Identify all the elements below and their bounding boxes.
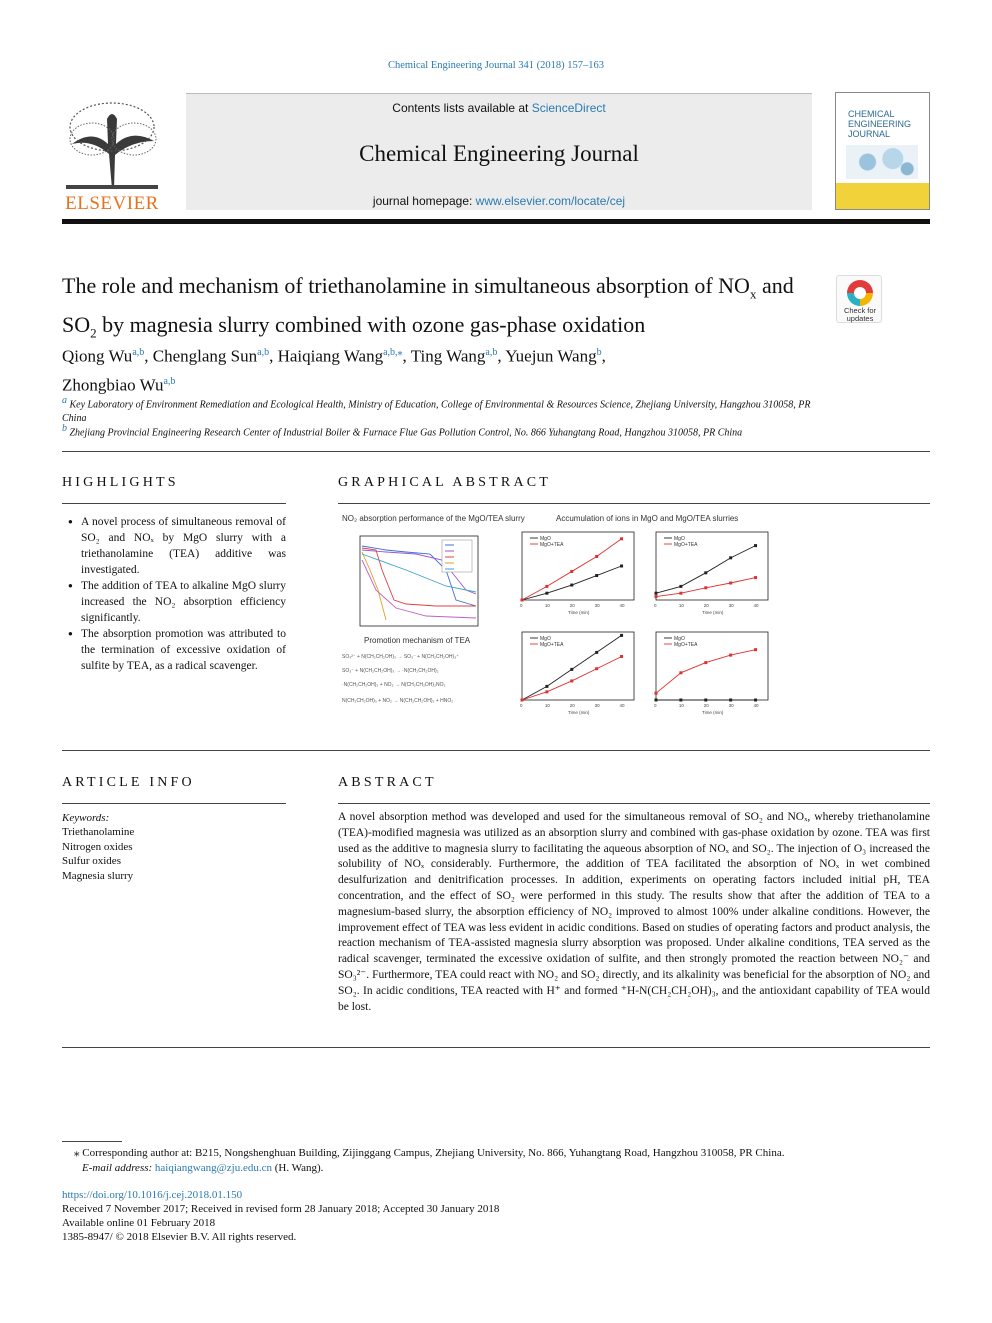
x-tick-label: 10 [544,703,550,708]
x-tick-label: 20 [569,703,575,708]
data-point [655,595,658,598]
data-point [754,699,757,702]
x-tick-label: 20 [703,703,709,708]
divider [62,803,286,804]
legend-label: MgO+TEA [674,542,698,548]
data-point [570,668,573,671]
x-axis-label: Time (min) [702,610,724,615]
plot-frame [656,532,768,600]
x-tick-label: 10 [678,603,684,608]
author-name[interactable]: Chenglang Sun [152,346,258,366]
data-point [545,592,548,595]
x-tick-label: 20 [569,603,575,608]
data-point [655,699,658,702]
data-point [570,570,573,573]
highlight-item: ● The addition of TEA to alkaline MgO slurry increased the NO₂ absorption efficiency significantly. [62,578,286,626]
data-point [620,537,623,540]
email-line: E-mail address: haiqiangwang@zju.edu.cn (H. Wang). [82,1162,324,1174]
x-tick-label: 40 [753,703,759,708]
doi-link[interactable]: https://doi.org/10.1016/j.cej.2018.01.150 [62,1189,243,1201]
data-point [620,565,623,568]
author-name[interactable]: Haiqiang Wang [277,346,384,366]
author-name[interactable]: Zhongbiao Wu [62,375,164,395]
email-link[interactable]: haiqiangwang@zju.edu.cn [154,1162,272,1174]
data-point [545,685,548,688]
data-point [729,699,732,702]
ga-caption-mechanism: Promotion mechanism of TEA [364,636,471,645]
divider [62,1047,930,1048]
data-point [704,571,707,574]
legend-label: MgO+TEA [540,542,564,548]
ga-equation: SO₃⁻ + N(CH₂CH₂OH)₃ → ·N(CH₂CH₂OH)₂ [342,668,439,674]
author-affiliation-mark[interactable]: b [596,347,602,358]
corresponding-note: ⁎ Corresponding author at: B215, Nongshenghuan Building, Zijinggang Campus, Zhejiang University, No. 866, Yuhangtang Road, Hangzhou 310058, PR China. [74,1147,785,1159]
plot-frame [656,632,768,700]
author-separator: , [601,346,606,366]
sciencedirect-link[interactable]: ScienceDirect [531,101,606,115]
data-point [595,667,598,670]
data-point [521,699,524,702]
author-separator: , [497,346,506,366]
journal-citation[interactable]: Chemical Engineering Journal 341 (2018) 157–163 [387,60,605,71]
data-point [595,555,598,558]
x-tick-label: 40 [619,603,625,608]
check-updates-label: Check for updates [843,306,877,323]
check-for-updates-badge[interactable] [836,275,882,323]
keyword-item: Nitrogen oxides [62,840,133,853]
author-affiliation-mark[interactable]: a,b [163,375,176,387]
author-affiliation-mark[interactable]: a,b,⁎ [383,347,403,358]
x-tick-label: 30 [594,703,600,708]
abstract-text: A novel absorption method was developed and used for the simultaneous removal of SO₂ and NOₓ, whereby triethanolamine (TEA)-modified magnesia was utilized as an absorption slurry and combined with gas-phase oxidation by ozone. TEA was first used as the additive to magnesia slurry to facilitating the aqueous absorption of NOₓ and SO₂. The injection of O₃ increased the solubility of NOₓ considerably. Furthermore, the addition of TEA facilitated the absorption of NOₓ in wet combined desulfurization and denitrification processes. In addition, experiments on operating factors included initial pH, TEA concentration, and the effect of SO₂ were performed in this study. The results show that after the addition of TEA to a magnesium-based slurry, the absorption efficiency of NO₂ improved to almost 100% under alkaline conditions. However, the improvement effect of TEA was less evident in acidic conditions. Based on studies of operating factors and product analysis, the reaction mechanism of TEA-assisted magnesia slurry absorption was proposed. Under alkaline conditions, TEA served as the radical scavenger, terminated the excessive oxidation of sulfite, and then strongly promoted the reaction between NO₂⁻ and SO₃²⁻. Furthermore, TEA could react with NO₂ and SO₂ directly, and its alkalinity was beneficial for the absorption of NO₂ and SO₂. In acidic conditions, TEA reacted with H⁺ and formed ⁺H-N(CH₂CH₂OH)₃, and the antioxidant capability of TEA would be lost. [338,811,930,1013]
data-point [655,692,658,695]
copyright: 1385-8947/ © 2018 Elsevier B.V. All rights reserved. [62,1231,297,1243]
cover-strip [836,183,930,209]
data-point [545,690,548,693]
highlights-heading: HIGHLIGHTS [62,475,179,490]
author-affiliation-mark[interactable]: a,b [485,347,498,358]
data-point [620,634,623,637]
x-axis-label: Time (min) [568,610,590,615]
x-tick-label: 0 [654,603,657,608]
author-separator: , [269,346,278,366]
data-point [754,648,757,651]
legend-label: MgO [674,536,685,542]
author-separator: , [144,346,153,366]
divider [62,750,930,751]
author-separator: , [402,346,411,366]
divider [338,803,930,804]
data-point [595,651,598,654]
x-tick-label: 10 [544,603,550,608]
divider [338,503,930,504]
data-point [521,599,524,602]
divider [62,503,286,504]
data-point [679,592,682,595]
homepage-link[interactable]: www.elsevier.com/locate/cej [475,194,626,208]
journal-name: Chemical Engineering Journal [359,141,639,166]
affiliation-a: $^a$ Key Laboratory of Environment Remediation and Ecological Health, Ministry of Education, College of Environmental & Resources Science, Zhejiang University, Hangzhou 310058, PR China [62,395,811,425]
highlights-list [62,514,286,674]
data-point [570,584,573,587]
article-title: The role and mechanism of triethanolamine in simultaneous absorption of $NO_x$ and $SO_2$ by magnesia slurry combined with ozone gas-phase oxidation [62,273,794,341]
data-point [729,556,732,559]
data-point [679,699,682,702]
highlight-item: ● A novel process of simultaneous removal of SO₂ and NOₓ by MgO slurry with a triethanolamine (TEA) additive was investigated. [62,514,286,578]
x-tick-label: 0 [520,703,523,708]
ga-equation: N(CH₂CH₂OH)₃ + NO₂ → N(CH₂CH₂OH)₂ + HNO₂ [342,698,454,704]
author-name[interactable]: Yuejun Wang [505,346,597,366]
legend-label: MgO [674,636,685,642]
data-point [595,574,598,577]
highlight-item: ● The absorption promotion was attributed to the termination of excessive oxidation of sulfite by TEA, as a radical scavenger. [62,626,286,674]
author-affiliation-mark[interactable]: a,b [257,347,270,358]
cover-graphic [846,145,918,179]
data-point [754,544,757,547]
data-point [620,655,623,658]
data-point [754,576,757,579]
legend-label: MgO+TEA [540,642,564,648]
received-dates: Received 7 November 2017; Received in revised form 28 January 2018; Accepted 30 January 2018 [62,1203,500,1215]
data-point [729,582,732,585]
keyword-item: Magnesia slurry [62,869,134,882]
ga-caption-left: NO₂ absorption performance of the MgO/TEA slurry [342,514,525,523]
data-point [729,654,732,657]
graphical-abstract-heading: GRAPHICAL ABSTRACT [338,475,552,490]
x-axis-label: Time (min) [568,710,590,715]
x-tick-label: 10 [678,703,684,708]
publisher-name: ELSEVIER [65,193,159,214]
x-tick-label: 30 [728,603,734,608]
x-tick-label: 0 [654,703,657,708]
available-online: Available online 01 February 2018 [62,1217,216,1229]
x-tick-label: 40 [619,703,625,708]
x-tick-label: 20 [703,603,709,608]
data-point [570,679,573,682]
footnote-rule [62,1141,122,1142]
x-tick-label: 40 [753,603,759,608]
author-affiliation-mark[interactable]: a,b [132,347,145,358]
cover-title: CHEMICAL ENGINEERING JOURNAL [848,109,912,139]
ion-accumulation-plots [506,530,770,722]
data-point [545,585,548,588]
data-point [679,671,682,674]
ga-caption-right: Accumulation of ions in MgO and MgO/TEA slurries [556,514,739,523]
plot-frame [522,632,634,700]
contents-line: Contents lists available at ScienceDirect [392,101,606,115]
data-point [704,586,707,589]
x-tick-label: 30 [594,603,600,608]
homepage-line: journal homepage: www.elsevier.com/locate/cej [372,194,626,208]
divider [62,451,930,452]
author-name[interactable]: Qiong Wu [62,346,133,366]
graphical-abstract-figure[interactable] [338,510,770,722]
legend-label: MgO [540,536,551,542]
header-rule [62,219,930,224]
legend-label: MgO+TEA [674,642,698,648]
ga-equation: SO₃²⁻ + N(CH₂CH₂OH)₃ → SO₃⁻ + N(CH₂CH₂OH)₃⁺ [342,654,459,660]
keyword-item: Triethanolamine [62,826,135,838]
data-point [679,585,682,588]
ga-equation: ·N(CH₂CH₂OH)₂ + NO₂ → N(CH₂CH₂OH)₂NO₂ [342,682,446,688]
author-list [62,340,822,397]
x-tick-label: 0 [520,603,523,608]
data-point [704,661,707,664]
check-updates-icon [847,280,873,306]
article-info-heading: ARTICLE INFO [62,775,195,790]
data-point [704,699,707,702]
keyword-item: Sulfur oxides [62,855,121,867]
legend-label: MgO [540,636,551,642]
data-point [655,592,658,595]
abstract-heading: ABSTRACT [338,775,437,790]
x-tick-label: 30 [728,703,734,708]
keywords-label: Keywords: [62,812,110,824]
journal-cover[interactable] [835,92,930,210]
author-name[interactable]: Ting Wang [410,346,486,366]
no2-absorption-plot [346,530,482,636]
affiliation-b: $^b$ Zhejiang Provincial Engineering Research Center of Industrial Boiler & Furnace Flue Gas Pollution Control, No. 866 Yuhangtang Road, Hangzhou 310058, PR China [62,423,743,439]
x-axis-label: Time (min) [702,710,724,715]
